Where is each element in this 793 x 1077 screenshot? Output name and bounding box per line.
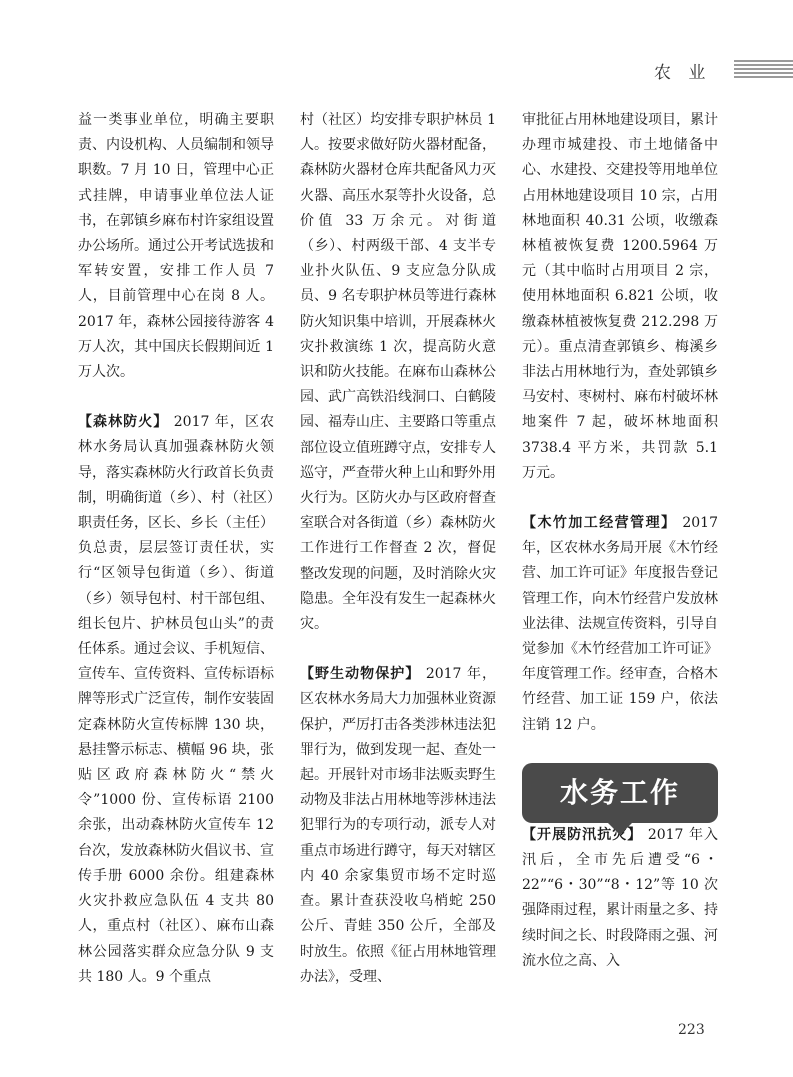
section-banner-pointer	[608, 823, 632, 835]
page-number: 223	[678, 1022, 705, 1038]
paragraph-text: 村（社区）均安排专职护林员 1 人。按要求做好防火器材配备，森林防火器材仓库共配备风力灭火器、高压水泵等扑火设备，总价值 33 万余元。对街道（乡）、村两级干部、4 支半专业扑火队伍、9 支应急分队成员、9 名专职护林员等进行森林防火知识集中培训，开展森林火灾扑救演练 1 次，提高防火意识和防火技能。在麻布山森林公园、武广高铁沿线洞口、白鹤陵园、福寿山庄、主要路口等重点部位设立值班蹲守点，安排专人巡守，严查带火种上山和野外用火行为。区防火办与区政府督查室联合对各街道（乡）森林防火工作进行工作督查 2 次，督促整改发现的问题，及时消除火灾隐患。全年没有发生一起森林火灾。	[300, 112, 496, 633]
paragraph-heading: 【森林防火】	[78, 414, 169, 431]
paragraph-text: 审批征占用林地建设项目，累计办理市城建投、市土地储备中心、水建投、交建投等用地单位占用林地建设项目 10 宗，占用林地面积 40.31 公顷，收缴森林植被恢复费 1200.5964 万元（其中临时占用项目 2 宗，使用林地面积 6.821 公顷，收缴森林植被恢复费 212.298 万元）。重点清查郭镇乡、梅溪乡非法占用林地行为，查处郭镇乡马安村、枣树村、麻布村破坏林地案件 7 起，破坏林地面积 3738.4 平方米，共罚款 5.1 万元。	[522, 112, 718, 481]
paragraph-text: 2017 年，区农林水务局认真加强森林防火领导，落实森林防火行政首长负责制，明确街道（乡）、村（社区）职责任务，区长、乡长（主任）负总责，层层签订责任状，实行“区领导包街道（乡）、街道（乡）领导包村、村干部包组、组长包片、护林员包山头”的责任体系。通过会议、手机短信、宣传车、宣传资料、宣传标语标牌等形式广泛宣传，制作安装固定森林防火宣传标牌 130 块，悬挂警示标志、横幅 96 块，张贴区政府森林防火“禁火令”1000 份、宣传标语 2100 余张，出动森林防火宣传车 12 台次，发放森林防火倡议书、宣传手册 6000 余份。组建森林火灾扑救应急队伍 4 支共 80 人，重点村（社区）、麻布山森林公园落实群众应急分队 9 支共 180 人。9 个重点	[78, 414, 275, 985]
paragraph-text: 2017 年，区农林水务局开展《木竹经营、加工许可证》年度报告登记管理工作，向木竹经营户发放林业法律、法规宣传资料，引导自觉参加《木竹经营加工许可证》年度管理工作。经审查，合格木竹经营、加工证 159 户，依法注销 12 户。	[522, 515, 718, 733]
paragraph-continued	[300, 108, 496, 637]
running-header-label: 农 业	[654, 63, 712, 83]
paragraph-flood-control	[522, 823, 718, 974]
running-header-stripes	[734, 60, 793, 80]
paragraph-text: 益一类事业单位，明确主要职责、内设机构、人员编制和领导职数。7 月 10 日，管理中心正式挂牌，申请事业单位法人证书，在郭镇乡麻布村许家组设置办公场所。通过公开考试选拔和军转安置，安排工作人员 7 人，目前管理中心在岗 8 人。2017 年，森林公园接待游客 4 万人次，其中国庆长假期间近 1 万人次。	[78, 112, 274, 381]
text-column-2	[300, 108, 496, 990]
paragraph-continued	[78, 108, 274, 385]
paragraph-heading: 【木竹加工经营管理】	[522, 515, 677, 532]
paragraph-continued	[522, 108, 718, 486]
paragraph-text: 2017 年入汛后，全市先后遭受“6・22”“6・30”“8・12”等 10 次强降雨过程，累计雨量之多、持续时间之长、时段降雨之强、河流水位之高、入	[522, 826, 719, 969]
text-column-3	[522, 108, 718, 974]
paragraph-text: 2017 年，区农林水务局大力加强林业资源保护，严厉打击各类涉林违法犯罪行为，做到发现一起、查处一起。开展针对市场非法贩卖野生动物及非法占用林地等涉林违法犯罪行为的专项行动，派专人对重点市场进行蹲守，每天对辖区内 40 余家集贸市场不定时巡查。累计查获没收乌梢蛇 250 公斤、青蛙 350 公斤，全部及时放生。依照《征占用林地管理办法》，受理、	[300, 666, 497, 985]
section-banner-water-affairs	[522, 763, 718, 823]
section-title: 水务工作	[559, 776, 680, 810]
paragraph-forest-fire-prevention	[78, 410, 274, 990]
paragraph-heading: 【野生动物保护】	[300, 666, 421, 683]
paragraph-heading: 【开展防汛抗灾】	[522, 826, 643, 843]
paragraph-wildlife-protection	[300, 662, 496, 990]
text-column-1	[78, 108, 274, 990]
paragraph-timber-bamboo-management	[522, 511, 718, 738]
